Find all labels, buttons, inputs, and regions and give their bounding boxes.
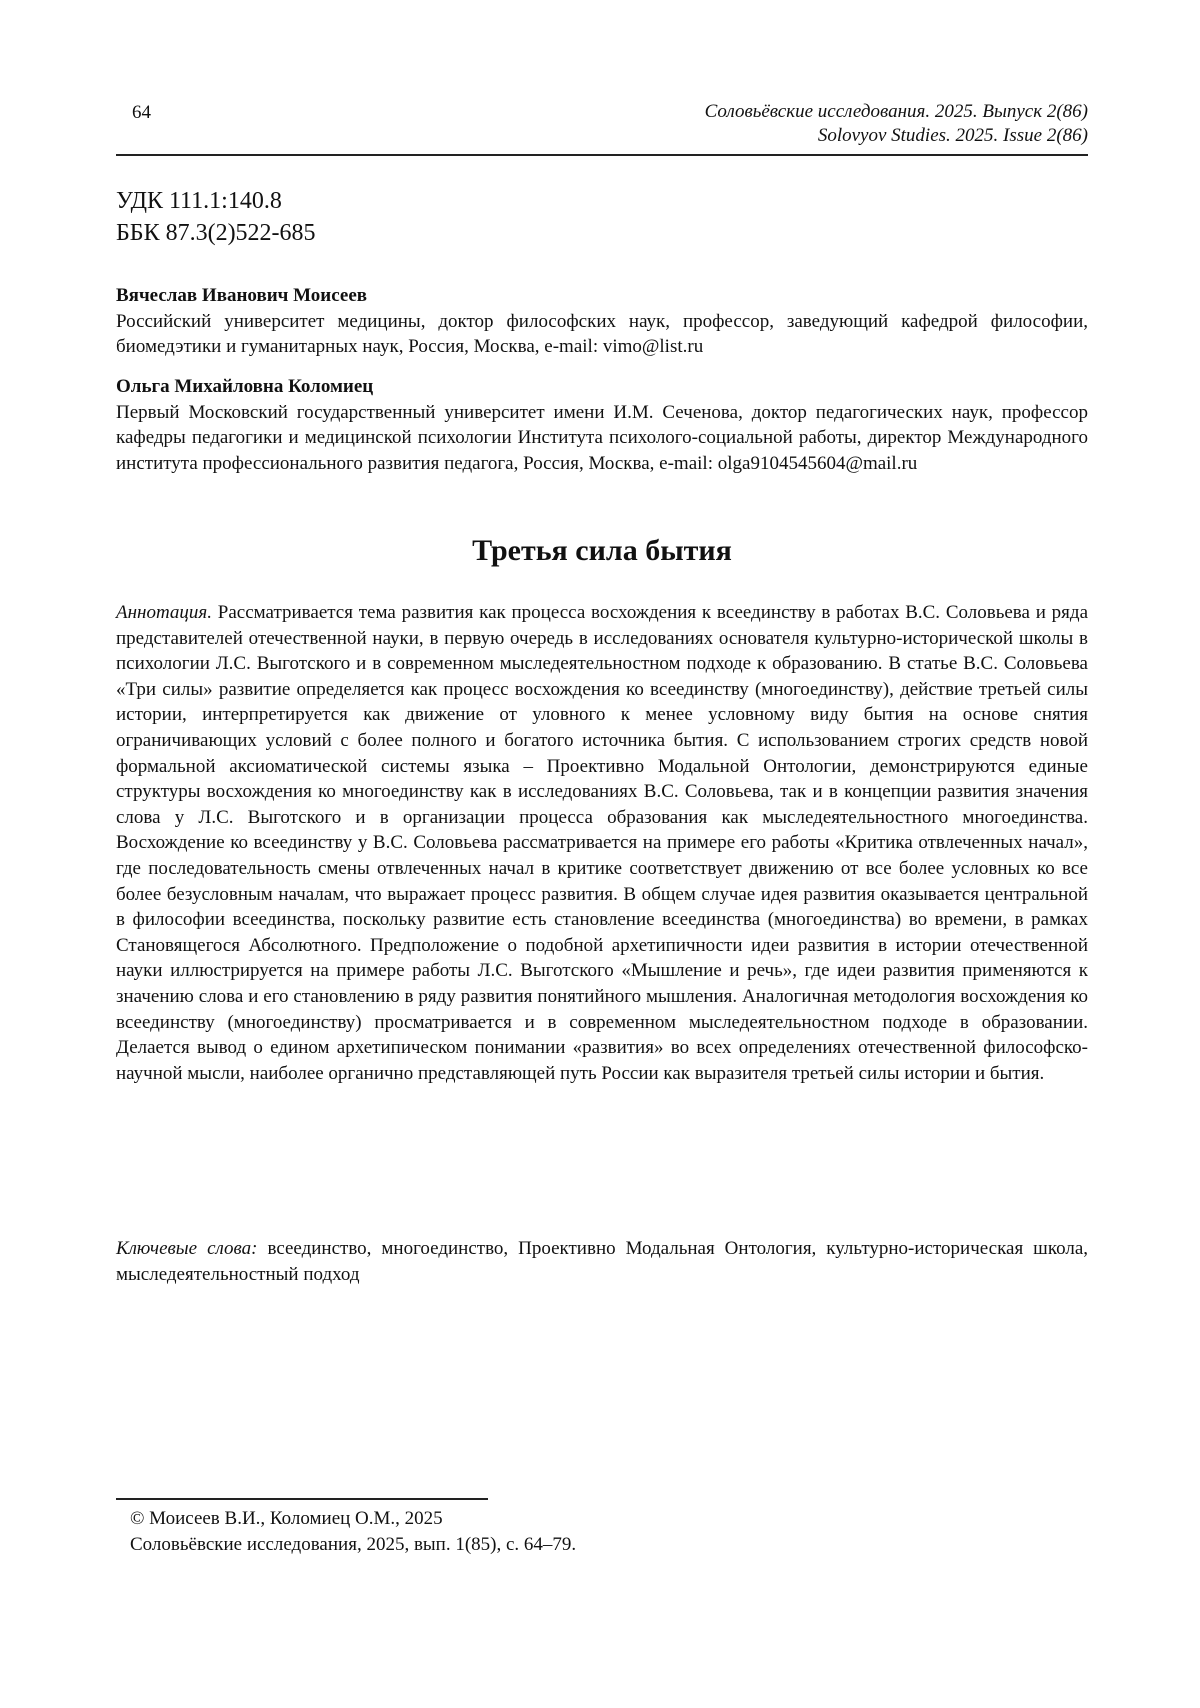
journal-title-en: Solovyov Studies. 2025. Issue 2(86) — [817, 125, 1088, 146]
author-name: Ольга Михайловна Коломиец — [116, 376, 374, 397]
page-number: 64 — [132, 102, 151, 123]
header-rule — [116, 154, 1088, 156]
running-head — [116, 100, 1088, 160]
abstract-label: Аннотация. — [116, 602, 212, 623]
keywords-label: Ключевые слова: — [116, 1238, 258, 1259]
citation-line: Соловьёвские исследования, 2025, вып. 1(85), с. 64–79. — [130, 1534, 577, 1555]
author-affiliation: Российский университет медицины, доктор философских наук, профессор, заведующий кафедрой философии, биомедэтики и гуманитарных наук, Россия, Москва, e-mail: vimo@list.ru — [116, 310, 1088, 357]
footnote-rule — [116, 1498, 488, 1500]
abstract-text: Рассматривается тема развития как процесса восхождения к всеединству в работах В.С. Соловьева и ряда представителей отечественной науки, в первую очередь в исследованиях основателя культурно-исторической школы в психологии Л.С. Выготского и в современном мыследеятельностном подходе к образованию. В статье В.С. Соловьева «Три силы» развитие определяется как процесс восхождения ко всеединству (многоединству), действие третьей силы истории, интерпретируется как движение от уловного к менее условному виду бытия на основе снятия ограничивающих условий с более полного и богатого источника бытия. С использованием строгих средств новой формальной аксиоматической системы языка – Проективно Модальной Онтологии, демонстрируются единые структуры восхождения ко многоединству как в исследованиях В.С. Соловьева, так и в концепции развития значения слова у Л.С. Выготского и в организации процесса образования как мыследеятельностного многоединства. Восхождение ко всеединству у В.С. Соловьева рассматривается на примере его работы «Критика отвлеченных начал», где последовательность смены отвлеченных начал в критике соответствует движению от все более условных ко все более безусловным началам, что выражает процесс развития. В общем случае идея развития оказывается центральной в философии всеединства, поскольку развитие есть становление всеединства (многоединства) во времени, в рамках Становящегося Абсолютного. Предположение о подобной архетипичности идеи развития в истории отечественной науки иллюстрируется на примере работы Л.С. Выготского «Мышление и речь», где идеи развития применяются к значению слова и его становлению в ряду развития понятийного мышления. Аналогичная методология восхождения ко всеединству (многоединству) просматривается и в современном мыследеятельностном подходе в образовании. Делается вывод о едином архетипическом понимании «развития» во всех определениях отечественной философско-научной мысли, наиболее органично представляющей путь России как выразителя третьей силы истории и бытия. — [116, 602, 1088, 1084]
keywords — [116, 1236, 1088, 1287]
bbk-code: ББК 87.3(2)522-685 — [116, 220, 316, 246]
article-title: Третья сила бытия — [472, 534, 732, 567]
udk-code: УДК 111.1:140.8 — [116, 188, 282, 214]
copyright-line: © Моисеев В.И., Коломиец О.М., 2025 — [130, 1508, 443, 1529]
author-name: Вячеслав Иванович Моисеев — [116, 285, 368, 306]
journal-title-ru: Соловьёвские исследования. 2025. Выпуск 2(86) — [704, 101, 1088, 122]
author-block-2 — [116, 374, 1088, 476]
author-affiliation: Первый Московский государственный университет имени И.М. Сеченова, доктор педагогических наук, профессор кафедры педагогики и медицинской психологии Института психолого-социальной работы, директор Международного института профессионального развития педагога, Россия, Москва, e-mail: olga9104545604@mail.ru — [116, 401, 1088, 474]
journal-title — [705, 100, 1088, 148]
classification-codes — [116, 185, 316, 249]
keywords-text: всеединство, многоединство, Проективно Модальная Онтология, культурно-историческая школа, мыследеятельностный подход — [116, 1238, 1088, 1285]
author-block-1 — [116, 283, 1088, 360]
footnote — [130, 1506, 576, 1558]
abstract — [116, 600, 1088, 1086]
